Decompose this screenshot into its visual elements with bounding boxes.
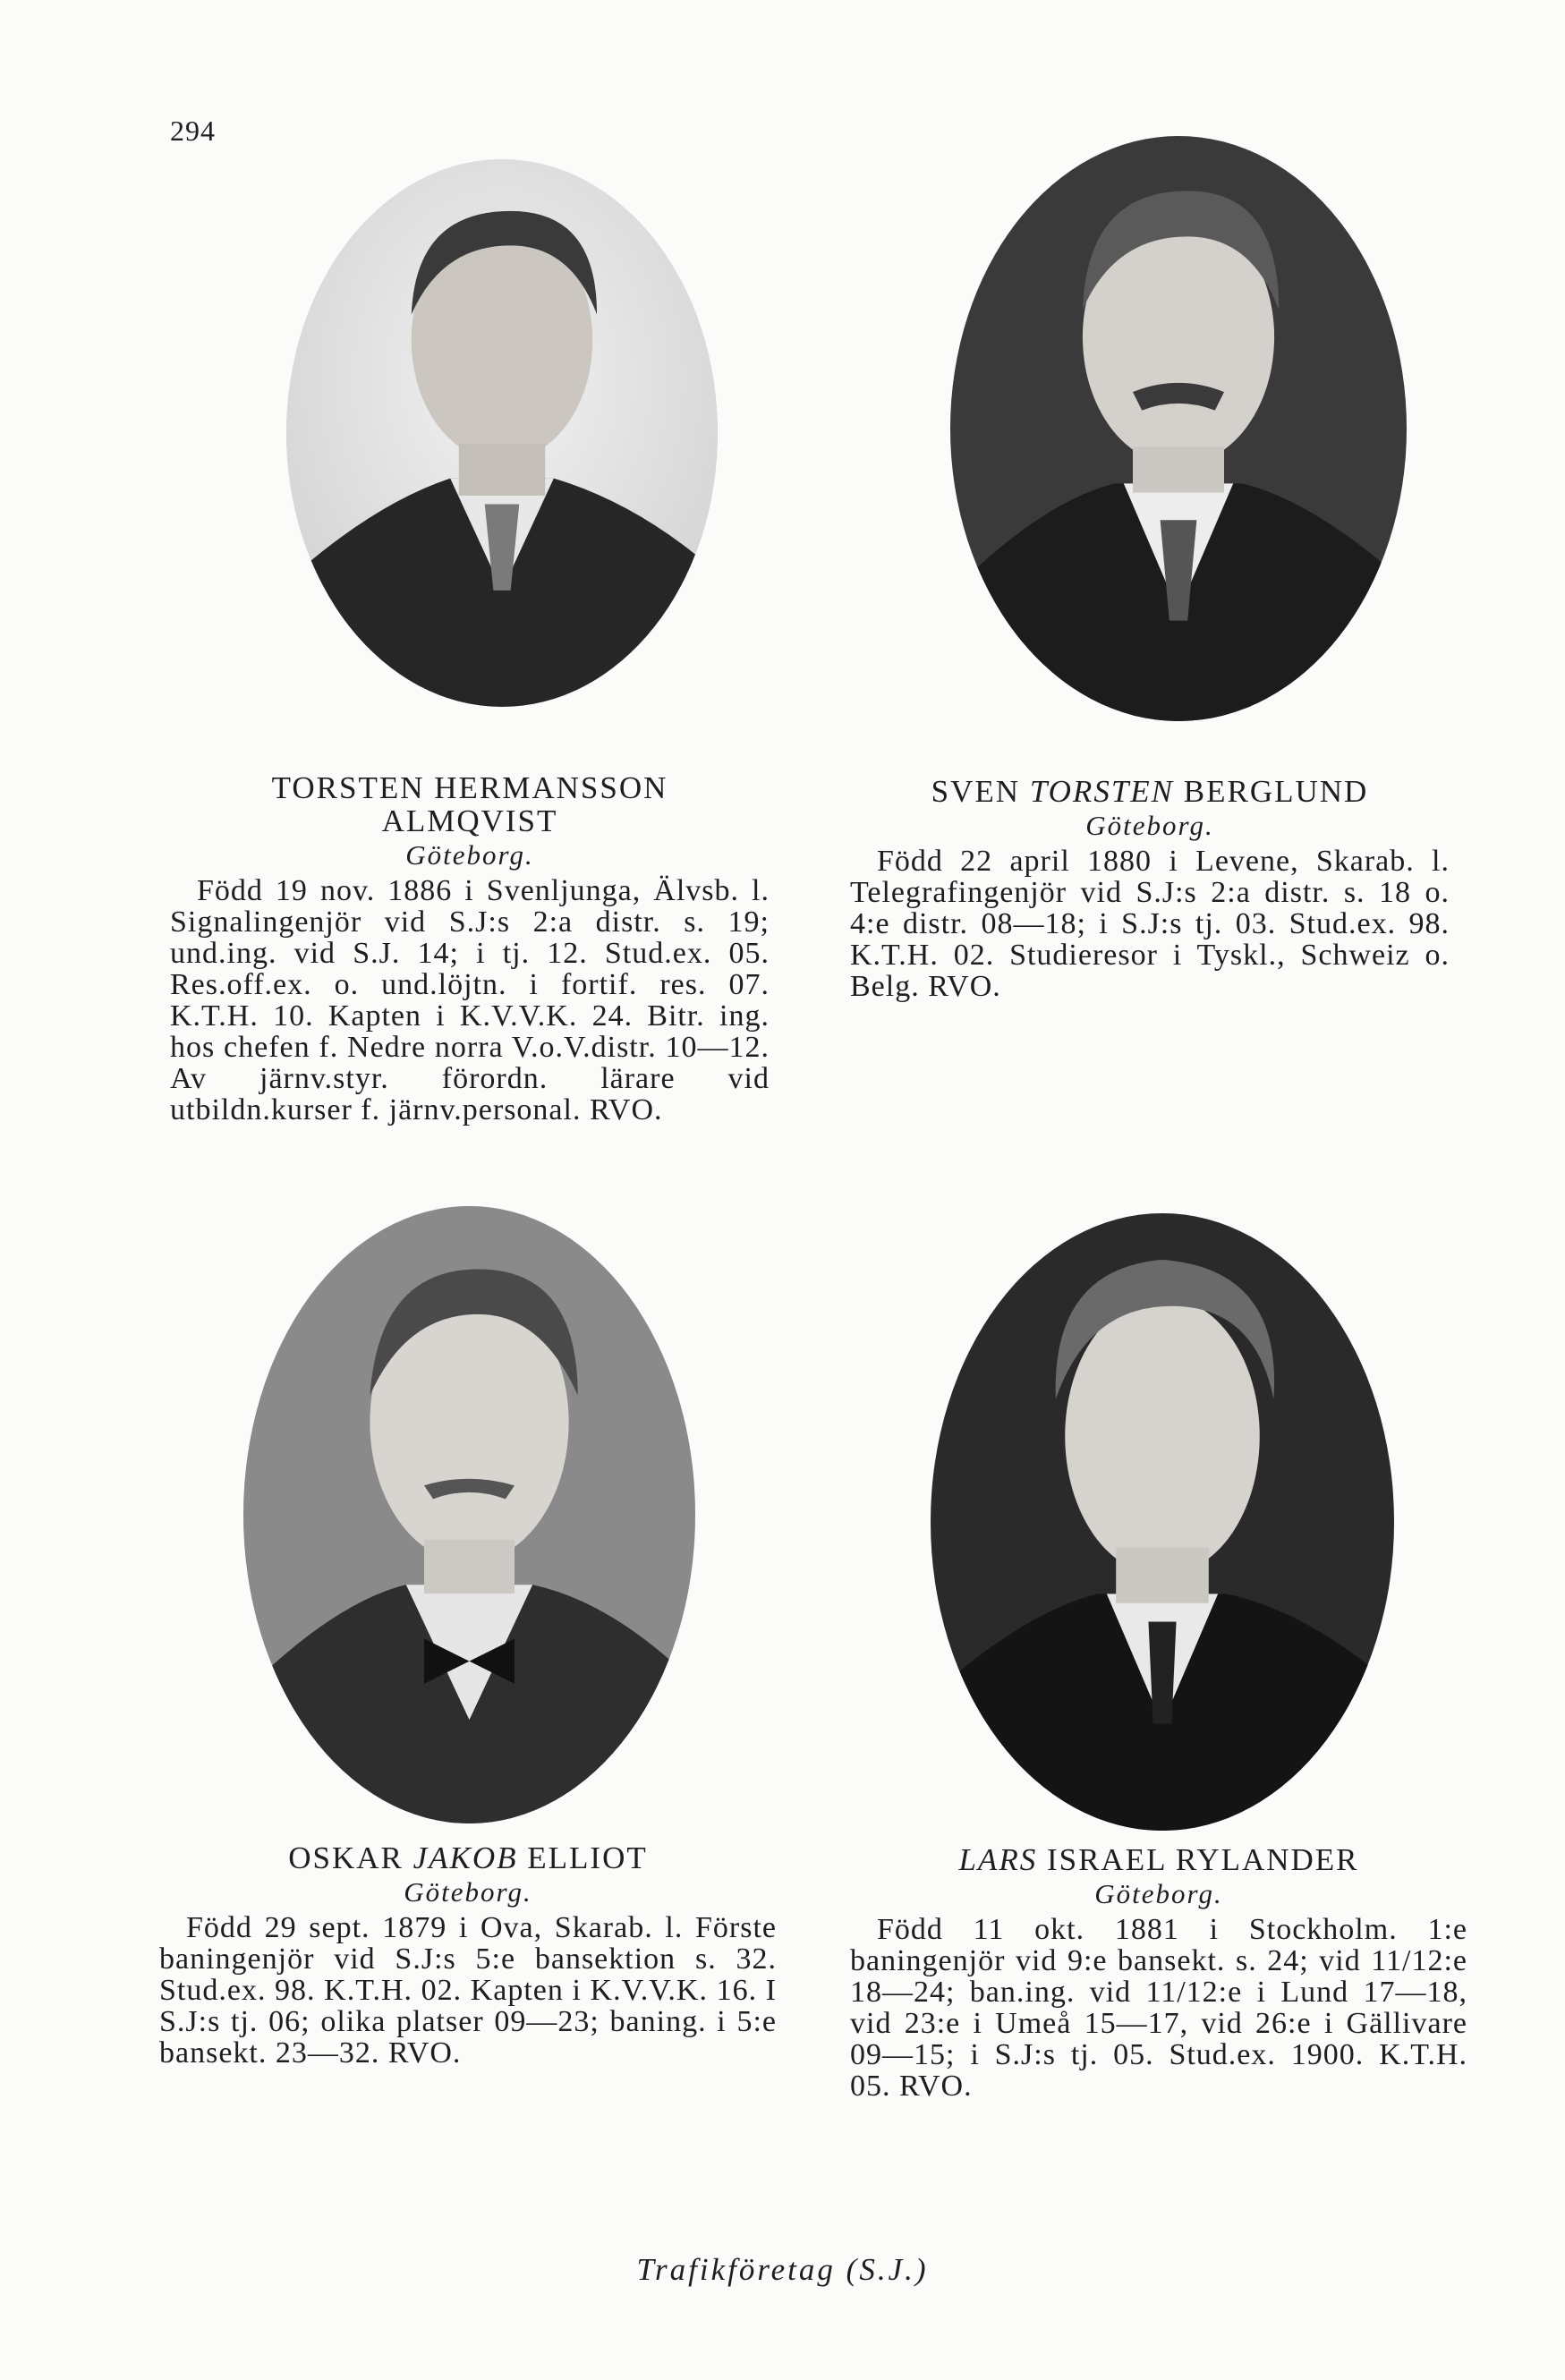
portrait-photo xyxy=(931,1213,1394,1831)
residence: Göteborg. xyxy=(404,1876,532,1908)
biography-entry xyxy=(850,775,1450,1002)
residence: Göteborg. xyxy=(1085,810,1214,841)
page-number: 294 xyxy=(170,115,216,147)
biography-entry xyxy=(170,771,770,1126)
person-name xyxy=(850,1843,1467,1876)
name-part: ISRAEL RYLANDER xyxy=(1037,1842,1359,1877)
name-part: SVEN xyxy=(931,774,1030,809)
person-name xyxy=(850,775,1450,808)
name-part: JAKOB xyxy=(413,1840,518,1875)
portrait-photo xyxy=(243,1206,695,1823)
biography-text: Född 19 nov. 1886 i Svenljunga, Älvsb. l. Signalingenjör vid S.J:s 2:a distr. s. 19; und.ing. vid S.J. 14; i tj. 12. Stud.ex. 05. Res.off.ex. o. und.löjtn. i fortif. res. 07. K.T.H. 10. Kapten i K.V.V.K. 24. Bitr. ing. hos chefen f. Nedre norra V.o.V.distr. 10—12. Av järnv.styr. förordn. lärare vid utbildn.kurser f. järnv.personal. RVO. xyxy=(170,874,770,1126)
portrait-photo xyxy=(950,136,1407,721)
residence: Göteborg. xyxy=(1094,1878,1223,1909)
residence: Göteborg. xyxy=(405,839,534,871)
page-footer: Trafikföretag (S.J.) xyxy=(636,2252,929,2287)
name-part: OSKAR xyxy=(288,1840,413,1875)
biography-entry xyxy=(850,1843,1467,2102)
name-part: ELLIOT xyxy=(517,1840,648,1875)
name-part: TORSTEN HERMANSSON xyxy=(271,770,668,805)
name-part: ALMQVIST xyxy=(381,803,558,838)
biography-text: Född 11 okt. 1881 i Stockholm. 1:e baningenjör vid 9:e bansekt. s. 24; vid 11/12:e 18—24; ban.ing. vid 11/12:e i Lund 17—18, vid 23:e i Umeå 15—17, vid 26:e i Gällivare 09—15; i S.J:s tj. 05. Stud.ex. 1900. K.T.H. 05. RVO. xyxy=(850,1913,1467,2103)
biography-text: Född 29 sept. 1879 i Ova, Skarab. l. Förste baningenjör vid S.J:s 5:e bansektion s. 32. Stud.ex. 98. K.T.H. 02. Kapten i K.V.V.K. 16. I S.J:s tj. 06; olika platser 09—23; baning. i 5:e bansekt. 23—32. RVO. xyxy=(159,1911,777,2070)
name-part: TORSTEN xyxy=(1029,774,1175,809)
biography-entry xyxy=(159,1841,777,2069)
person-name xyxy=(170,771,770,837)
biography-text: Född 22 april 1880 i Levene, Skarab. l. Telegrafingenjör vid S.J:s 2:a distr. s. 18 o. 4:e distr. 08—18; i S.J:s tj. 03. Stud.ex. 98. K.T.H. 02. Studieresor i Tyskl., Schweiz o. Belg. RVO. xyxy=(850,845,1450,1003)
person-name xyxy=(159,1841,777,1874)
name-part: BERGLUND xyxy=(1174,774,1369,809)
portrait-photo xyxy=(286,159,718,707)
name-part: LARS xyxy=(958,1842,1038,1877)
